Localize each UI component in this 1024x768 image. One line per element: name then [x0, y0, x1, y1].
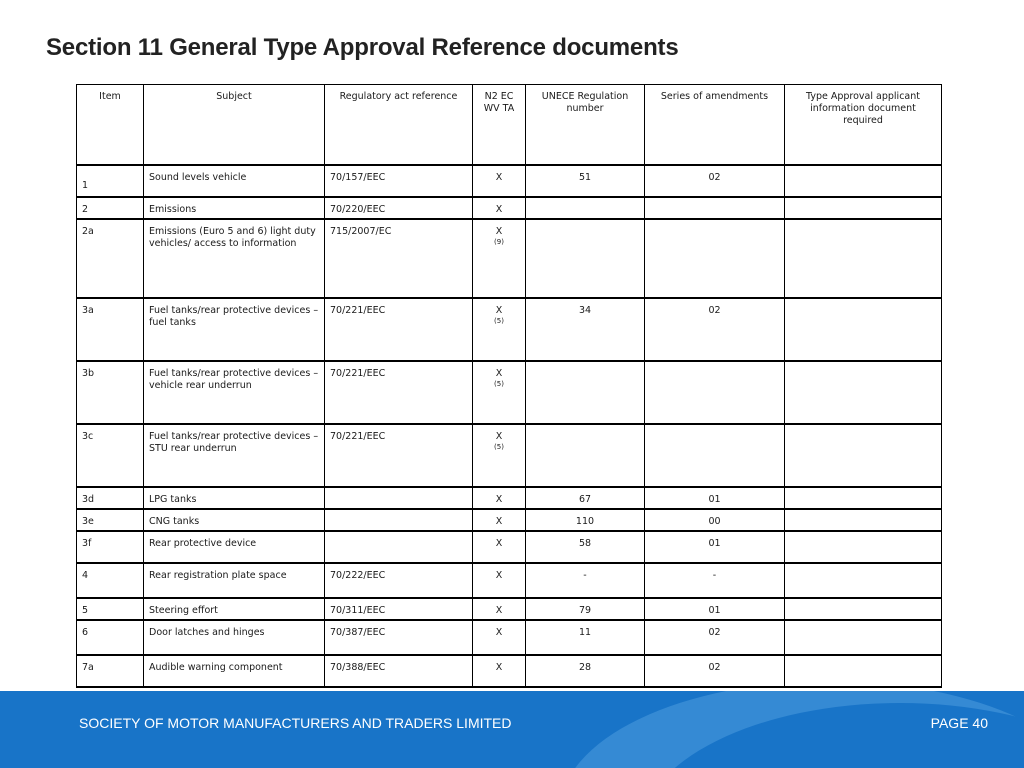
- header-subject: Subject: [144, 85, 325, 165]
- wvta-mark: X: [495, 537, 503, 549]
- wvta-note: (5): [494, 316, 504, 325]
- cell-info: [785, 509, 942, 531]
- header-regulatory-act: Regulatory act reference: [325, 85, 473, 165]
- cell-unece: 28: [526, 655, 645, 687]
- cell-wvta: [473, 197, 526, 219]
- header-series: Series of amendments: [645, 85, 785, 165]
- cell-subject: Rear protective device: [144, 531, 325, 563]
- cell-item: 3c: [77, 424, 144, 487]
- wvta-mark: X: [495, 604, 503, 616]
- cell-wvta: [473, 509, 526, 531]
- cell-wvta: [473, 165, 526, 197]
- header-item: Item: [77, 85, 144, 165]
- cell-act: [325, 509, 473, 531]
- cell-unece: [526, 197, 645, 219]
- cell-act: 715/2007/EC: [325, 219, 473, 298]
- cell-subject: Fuel tanks/rear protective devices – fuel tanks: [144, 298, 325, 361]
- cell-unece: 67: [526, 487, 645, 509]
- header-info-doc: Type Approval applicant information document required: [785, 85, 942, 165]
- cell-item: 3a: [77, 298, 144, 361]
- table-row: [77, 219, 942, 298]
- cell-subject: Audible warning component: [144, 655, 325, 687]
- cell-info: [785, 361, 942, 424]
- cell-act: 70/388/EEC: [325, 655, 473, 687]
- cell-item: 3b: [77, 361, 144, 424]
- cell-act: 70/221/EEC: [325, 361, 473, 424]
- cell-info: [785, 531, 942, 563]
- header-unece: UNECE Regulation number: [526, 85, 645, 165]
- cell-info: [785, 563, 942, 598]
- cell-item: 3e: [77, 509, 144, 531]
- cell-act: 70/157/EEC: [325, 165, 473, 197]
- cell-subject: Door latches and hinges: [144, 620, 325, 655]
- cell-item: 6: [77, 620, 144, 655]
- cell-series: 02: [645, 655, 785, 687]
- cell-item: 4: [77, 563, 144, 598]
- cell-item: 2: [77, 197, 144, 219]
- table-row: [77, 361, 942, 424]
- wvta-mark: X: [495, 430, 503, 442]
- cell-info: [785, 298, 942, 361]
- table-row: [77, 563, 942, 598]
- reference-table: [76, 84, 942, 688]
- cell-unece: 110: [526, 509, 645, 531]
- cell-item: 7a: [77, 655, 144, 687]
- wvta-mark: X: [495, 225, 503, 237]
- cell-act: 70/221/EEC: [325, 298, 473, 361]
- cell-subject: Rear registration plate space: [144, 563, 325, 598]
- cell-info: [785, 487, 942, 509]
- cell-unece: [526, 424, 645, 487]
- cell-act: 70/387/EEC: [325, 620, 473, 655]
- cell-wvta: [473, 598, 526, 620]
- cell-wvta: [473, 219, 526, 298]
- wvta-mark: X: [495, 569, 503, 581]
- cell-act: 70/222/EEC: [325, 563, 473, 598]
- cell-act: 70/221/EEC: [325, 424, 473, 487]
- cell-act: [325, 487, 473, 509]
- cell-series: 01: [645, 487, 785, 509]
- cell-unece: [526, 219, 645, 298]
- wvta-mark: X: [495, 626, 503, 638]
- cell-subject: Sound levels vehicle: [144, 165, 325, 197]
- organization-name: SOCIETY OF MOTOR MANUFACTURERS AND TRADERS LIMITED: [79, 715, 512, 731]
- cell-act: 70/220/EEC: [325, 197, 473, 219]
- table-row: [77, 531, 942, 563]
- cell-series: [645, 424, 785, 487]
- cell-info: [785, 598, 942, 620]
- cell-series: [645, 361, 785, 424]
- cell-info: [785, 165, 942, 197]
- table-row: [77, 655, 942, 687]
- table-row: [77, 487, 942, 509]
- wvta-note: (5): [494, 379, 504, 388]
- table-row: [77, 620, 942, 655]
- cell-info: [785, 620, 942, 655]
- page-number: PAGE 40: [930, 715, 988, 731]
- cell-info: [785, 424, 942, 487]
- cell-series: 01: [645, 531, 785, 563]
- wvta-mark: X: [495, 661, 503, 673]
- table-row: [77, 509, 942, 531]
- cell-act: 70/311/EEC: [325, 598, 473, 620]
- wvta-mark: X: [495, 171, 503, 183]
- cell-unece: 58: [526, 531, 645, 563]
- cell-subject: Emissions (Euro 5 and 6) light duty vehicles/ access to information: [144, 219, 325, 298]
- cell-unece: 79: [526, 598, 645, 620]
- cell-act: [325, 531, 473, 563]
- cell-series: 00: [645, 509, 785, 531]
- cell-item: 5: [77, 598, 144, 620]
- cell-subject: Fuel tanks/rear protective devices – vehicle rear underrun: [144, 361, 325, 424]
- cell-series: 02: [645, 620, 785, 655]
- cell-subject: CNG tanks: [144, 509, 325, 531]
- cell-wvta: [473, 655, 526, 687]
- cell-wvta: [473, 424, 526, 487]
- cell-item: 3d: [77, 487, 144, 509]
- cell-series: [645, 197, 785, 219]
- table-row: [77, 598, 942, 620]
- cell-item: 3f: [77, 531, 144, 563]
- cell-series: -: [645, 563, 785, 598]
- wvta-mark: X: [495, 367, 503, 379]
- cell-wvta: [473, 361, 526, 424]
- wvta-mark: X: [495, 203, 503, 215]
- cell-item: 2a: [77, 219, 144, 298]
- cell-unece: 34: [526, 298, 645, 361]
- cell-series: 02: [645, 298, 785, 361]
- cell-series: 01: [645, 598, 785, 620]
- cell-unece: [526, 361, 645, 424]
- cell-item: 1: [77, 165, 144, 197]
- cell-series: [645, 219, 785, 298]
- cell-wvta: [473, 620, 526, 655]
- cell-unece: 51: [526, 165, 645, 197]
- table-row: [77, 298, 942, 361]
- wvta-mark: X: [495, 515, 503, 527]
- cell-info: [785, 197, 942, 219]
- cell-series: 02: [645, 165, 785, 197]
- header-wvta: N2 EC WV TA: [473, 85, 526, 165]
- wvta-mark: X: [495, 493, 503, 505]
- cell-subject: Steering effort: [144, 598, 325, 620]
- page-title: Section 11 General Type Approval Reference documents: [46, 34, 679, 61]
- table-row: [77, 424, 942, 487]
- table-row: [77, 165, 942, 197]
- cell-info: [785, 219, 942, 298]
- cell-subject: Emissions: [144, 197, 325, 219]
- cell-wvta: [473, 563, 526, 598]
- cell-wvta: [473, 487, 526, 509]
- table-row: [77, 197, 942, 219]
- cell-subject: Fuel tanks/rear protective devices – STU rear underrun: [144, 424, 325, 487]
- cell-unece: 11: [526, 620, 645, 655]
- cell-wvta: [473, 298, 526, 361]
- wvta-note: (9): [494, 237, 504, 246]
- cell-info: [785, 655, 942, 687]
- header-row: [77, 85, 942, 165]
- cell-subject: LPG tanks: [144, 487, 325, 509]
- wvta-note: (5): [494, 442, 504, 451]
- wvta-mark: X: [495, 304, 503, 316]
- cell-unece: -: [526, 563, 645, 598]
- footer-bar: [0, 691, 1024, 768]
- cell-wvta: [473, 531, 526, 563]
